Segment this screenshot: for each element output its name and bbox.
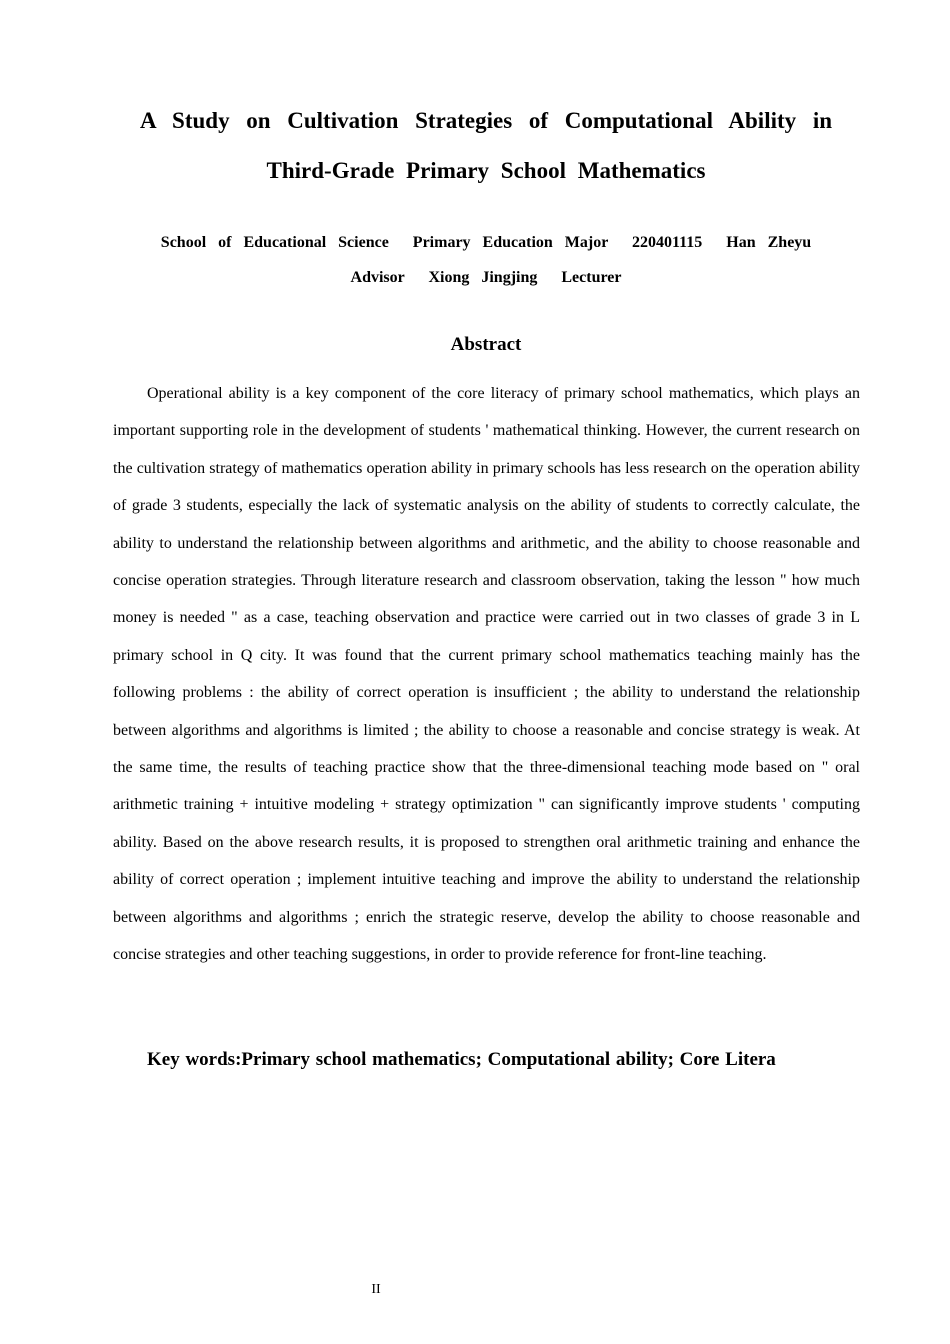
author-line: School of Educational Science Primary Education Major 220401115 Han Zheyu — [160, 234, 812, 251]
page-number: II — [371, 1282, 381, 1297]
paper-title-line-2: Third-Grade Primary School Mathematics — [266, 158, 706, 183]
paper-title — [140, 96, 832, 196]
abstract-heading: Abstract — [450, 334, 522, 355]
advisor-line: Advisor Xiong Jingjing Lecturer — [350, 269, 622, 286]
keywords-line: Key words:Primary school mathematics; Computational ability; Core Litera — [147, 1049, 776, 1070]
paper-title-line-1: A Study on Cultivation Strategies of Computational Ability in — [140, 108, 832, 133]
abstract-paragraph: Operational ability is a key component of the core literacy of primary school mathematics, which plays an important supporting role in the development of students ' mathematical thinking. However, the current research on the cultivation strategy of mathematics operation ability in primary schools has less research on the operation ability of grade 3 students, especially the lack of systematic analysis on the ability of students to correctly calculate, the ability to understand the relationship between algorithms and arithmetic, and the ability to choose reasonable and concise operation strategies. Through literature research and classroom observation, taking the lesson " how much money is needed " as a case, teaching observation and practice were carried out in two classes of grade 3 in L primary school in Q city. It was found that the current primary school mathematics teaching mainly has the following problems : the ability of correct operation is insufficient ; the ability to understand the relationship between algorithms and algorithms is limited ; the ability to choose a reasonable and concise strategy is weak. At the same time, the results of teaching practice show that the three-dimensional teaching mode based on " oral arithmetic training + intuitive modeling + strategy optimization " can significantly improve students ' computing ability. Based on the above research results, it is proposed to strengthen oral arithmetic training and enhance the ability of correct operation ; implement intuitive teaching and improve the ability to understand the relationship between algorithms and algorithms ; enrich the strategic reserve, develop the ability to choose reasonable and concise strategies and other teaching suggestions, in order to provide reference for front-line teaching. — [113, 385, 860, 964]
author-block — [100, 225, 872, 295]
